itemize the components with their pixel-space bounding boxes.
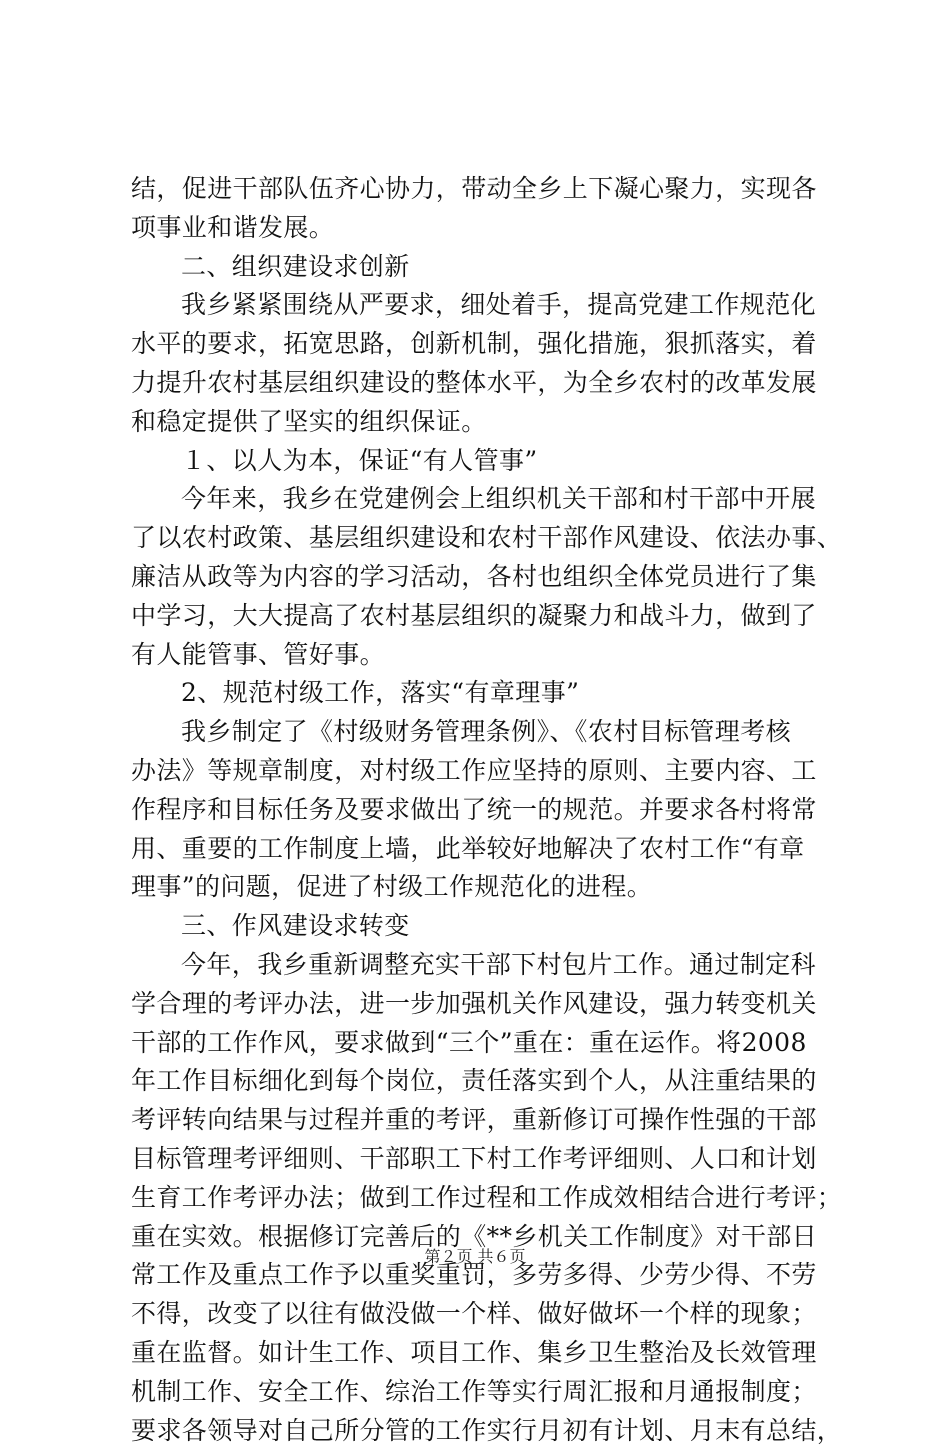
- text-line: 机制工作、安全工作、综治工作等实行周汇报和月通报制度；: [131, 1373, 831, 1412]
- text-line: 重在实效。根据修订完善后的《**乡机关工作制度》对干部日: [131, 1218, 831, 1257]
- text-line: 中学习，大大提高了农村基层组织的凝聚力和战斗力，做到了: [131, 597, 831, 636]
- text-line: 力提升农村基层组织建设的整体水平，为全乡农村的改革发展: [131, 364, 831, 403]
- text-line: 办法》等规章制度，对村级工作应坚持的原则、主要内容、工: [131, 752, 831, 791]
- text-line: 作程序和目标任务及要求做出了统一的规范。并要求各村将常: [131, 791, 831, 830]
- text-line: 不得，改变了以往有做没做一个样、做好做坏一个样的现象；: [131, 1295, 831, 1334]
- text-line: 学合理的考评办法，进一步加强机关作风建设，强力转变机关: [131, 985, 831, 1024]
- text-line: 年工作目标细化到每个岗位，责任落实到个人，从注重结果的: [131, 1062, 831, 1101]
- text-line: 了以农村政策、基层组织建设和农村干部作风建设、依法办事、: [131, 519, 831, 558]
- text-line: 常工作及重点工作予以重奖重罚，多劳多得、少劳少得、不劳: [131, 1256, 831, 1295]
- subsection-heading: １、以人为本，保证“有人管事”: [131, 442, 831, 481]
- text-line: 要求各领导对自己所分管的工作实行月初有计划、月末有总结，: [131, 1412, 831, 1450]
- text-line: 和稳定提供了坚实的组织保证。: [131, 403, 831, 442]
- text-line: 目标管理考评细则、干部职工下村工作考评细则、人口和计划: [131, 1140, 831, 1179]
- subsection-heading: 2、规范村级工作，落实“有章理事”: [131, 674, 831, 713]
- text-line: 考评转向结果与过程并重的考评，重新修订可操作性强的干部: [131, 1101, 831, 1140]
- text-line: 重在监督。如计生工作、项目工作、集乡卫生整治及长效管理: [131, 1334, 831, 1373]
- text-line: 用、重要的工作制度上墙，此举较好地解决了农村工作“有章: [131, 830, 831, 869]
- text-line: 项事业和谐发展。: [131, 209, 831, 248]
- text-line: 生育工作考评办法；做到工作过程和工作成效相结合进行考评；: [131, 1179, 831, 1218]
- text-line: 干部的工作作风，要求做到“三个”重在：重在运作。将2008: [131, 1024, 831, 1063]
- text-line: 有人能管事、管好事。: [131, 636, 831, 675]
- text-line: 水平的要求，拓宽思路，创新机制，强化措施，狠抓落实，着: [131, 325, 831, 364]
- text-line: 我乡紧紧围绕从严要求，细处着手，提高党建工作规范化: [131, 286, 831, 325]
- section-heading: 三、作风建设求转变: [131, 907, 831, 946]
- text-line: 我乡制定了《村级财务管理条例》、《农村目标管理考核: [131, 713, 831, 752]
- text-line: 今年，我乡重新调整充实干部下村包片工作。通过制定科: [131, 946, 831, 985]
- text-line: 今年来，我乡在党建例会上组织机关干部和村干部中开展: [131, 480, 831, 519]
- text-line: 廉洁从政等为内容的学习活动，各村也组织全体党员进行了集: [131, 558, 831, 597]
- page-number-footer: 第２页 共６页: [0, 1247, 950, 1267]
- text-line: 理事”的问题，促进了村级工作规范化的进程。: [131, 868, 831, 907]
- text-line: 结，促进干部队伍齐心协力，带动全乡上下凝心聚力，实现各: [131, 170, 831, 209]
- section-heading: 二、组织建设求创新: [131, 248, 831, 287]
